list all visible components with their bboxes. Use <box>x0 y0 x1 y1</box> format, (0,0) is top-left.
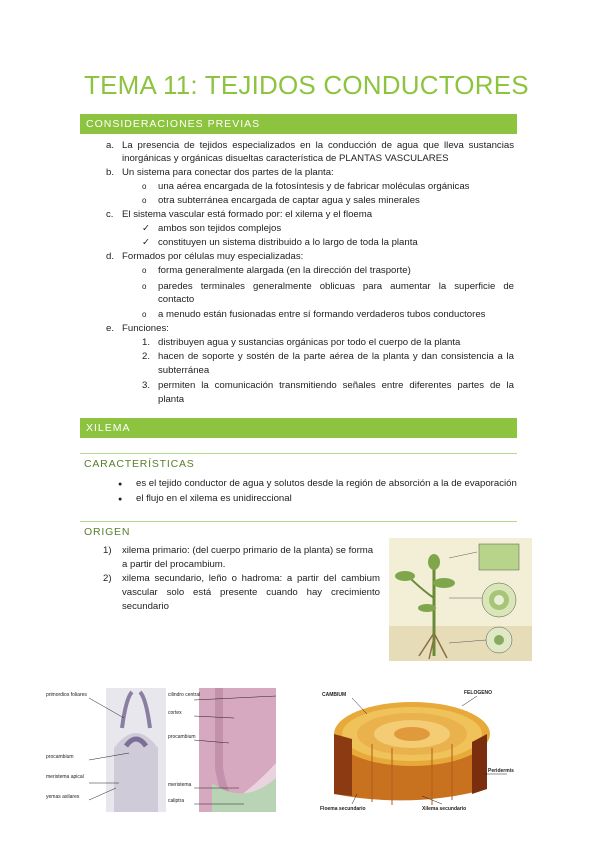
number-marker: 2. <box>142 351 151 362</box>
section-rule <box>80 521 517 522</box>
number-marker: 1) <box>103 545 112 556</box>
list-item-c: El sistema vascular está formado por: el xilema y el floema <box>122 209 373 220</box>
figure-label: yemas axilares <box>46 794 80 800</box>
list-subitem: paredes terminales generalmente oblicuas para aumentar la superficie de <box>158 281 514 292</box>
section-rule <box>80 453 517 454</box>
figure-label: FELOGENO <box>464 690 493 696</box>
subtitle-origen: ORIGEN <box>84 526 131 538</box>
list-item-cont: secundario <box>122 601 169 612</box>
list-subitem: forma generalmente alargada (en la dirección del trasporte) <box>158 265 411 276</box>
figure-label: CAMBIUM <box>322 692 347 698</box>
stem-secondary-growth-illustration <box>312 684 522 812</box>
list-subitem: constituyen un sistema distribuido a lo largo de toda la planta <box>158 237 418 248</box>
list-marker: a. <box>106 140 115 151</box>
list-item: xilema primario: (del cuerpo primario de la planta) se forma <box>122 545 374 556</box>
figure-label: meristema apical <box>46 774 84 780</box>
list-item-e: Funciones: <box>122 323 169 334</box>
list-item-b: Un sistema para conectar dos partes de la planta: <box>122 167 334 178</box>
figure-label: Xilema secundario <box>422 806 467 812</box>
list-item-a-cont: inorgánicas y orgánicas disueltas característica de PLANTAS VASCULARES <box>122 153 449 164</box>
list-subitem-cont: contacto <box>158 294 195 305</box>
list-marker: e. <box>106 323 115 334</box>
bullet: ● <box>118 496 123 503</box>
list-item-cont: a partir del procambium. <box>122 559 226 570</box>
figure-label: primordios foliares <box>46 692 87 698</box>
procambium-micrograph <box>44 688 278 812</box>
circle-bullet: o <box>142 282 147 291</box>
figure-label: Peridermis <box>488 768 514 774</box>
list-subitem: una aérea encargada de la fotosíntesis y de fabricar moléculas orgánicas <box>158 181 470 192</box>
plant-vascular-illustration <box>389 538 532 661</box>
figure-label: meristema <box>168 782 192 788</box>
list-subitem: distribuyen agua y sustancias orgánicas por todo el cuerpo de la planta <box>158 337 461 348</box>
section-bar-xilema: XILEMA <box>80 418 517 438</box>
number-marker: 1. <box>142 337 151 348</box>
list-subitem: permiten la comunicación transmitiendo señales entre diferentes partes de la <box>158 380 514 391</box>
section-bar-consideraciones: CONSIDERACIONES PREVIAS <box>80 114 517 134</box>
list-subitem: hacen de soporte y sostén de la parte aérea de la planta y dan consistencia a la <box>158 351 514 362</box>
list-item: el flujo en el xilema es unidireccional <box>136 493 292 504</box>
list-subitem: a menudo están fusionadas entre sí formando verdaderos tubos conductores <box>158 309 486 320</box>
subtitle-caracteristicas: CARACTERÍSTICAS <box>84 458 195 470</box>
bullet: ● <box>118 481 123 488</box>
figure-label: cilindro central <box>168 692 201 698</box>
list-item: es el tejido conductor de agua y solutos desde la región de absorción a la de evaporación <box>136 478 517 489</box>
list-item-cont: vascular solo está presente cuando hay crecimiento <box>122 587 380 598</box>
number-marker: 2) <box>103 573 112 584</box>
page-title: TEMA 11: TEJIDOS CONDUCTORES <box>84 70 529 100</box>
list-marker: d. <box>106 251 115 262</box>
figure-label: caliptra <box>168 798 185 804</box>
check-icon: ✓ <box>142 237 151 248</box>
circle-bullet: o <box>142 310 147 319</box>
circle-bullet: o <box>142 266 147 275</box>
circle-bullet: o <box>142 182 147 191</box>
figure-label: procambium <box>46 754 74 760</box>
list-subitem-cont: subterránea <box>158 365 210 376</box>
list-marker: c. <box>106 209 114 220</box>
list-marker: b. <box>106 167 115 178</box>
figure-label: cortex <box>168 710 182 716</box>
circle-bullet: o <box>142 196 147 205</box>
list-item: xilema secundario, leño o hadroma: a partir del cambium <box>122 573 380 584</box>
figure-label: Floema secundario <box>320 806 366 812</box>
list-subitem-cont: planta <box>158 394 185 405</box>
list-item-a: La presencia de tejidos especializados en la conducción de agua que lleva sustancias <box>122 140 514 151</box>
list-subitem: ambos son tejidos complejos <box>158 223 282 234</box>
number-marker: 3. <box>142 380 151 391</box>
list-item-d: Formados por células muy especializadas: <box>122 251 304 262</box>
check-icon: ✓ <box>142 223 151 234</box>
list-subitem: otra subterránea encargada de captar agua y sales minerales <box>158 195 420 206</box>
figure-label: procambium <box>168 734 196 740</box>
